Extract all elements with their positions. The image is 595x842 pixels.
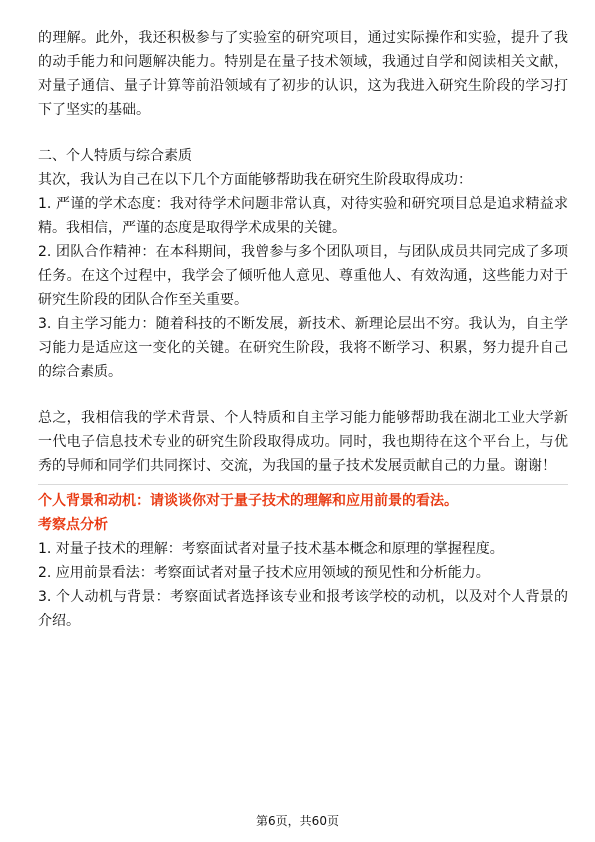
analysis-item: 1. 对量子技术的理解：考察面试者对量子技术基本概念和原理的掌握程度。 [38,541,504,557]
analysis-item: 2. 应用前景看法：考察面试者对量子技术应用领域的预见性和分析能力。 [38,565,490,581]
intro-paragraph: 的理解。此外，我还积极参与了实验室的研究项目，通过实际操作和实验，提升了我的动手能力和问题解决能力。特别是在量子技术领域，我通过自学和阅读相关文献，对量子通信、量子计算等前沿领域有了初步的认识，这为我进入研究生阶段的学习打下了坚实的基础。 [38,30,568,118]
analysis-item: 3. 个人动机与背景：考察面试者选择该专业和报考该学校的动机，以及对个人背景的介绍。 [38,589,568,629]
list-item: 1. 严谨的学术态度：我对待学术问题非常认真，对待实验和研究项目总是追求精益求精。我相信，严谨的态度是取得学术成果的关键。 [38,196,568,236]
spacer [38,384,568,406]
conclusion-paragraph: 总之，我相信我的学术背景、个人特质和自主学习能力能够帮助我在湖北工业大学新一代电子信息技术专业的研究生阶段取得成功。同时，我也期待在这个平台上，与优秀的导师和同学们共同探讨、交流，为我国的量子技术发展贡献自己的力量。谢谢！ [38,410,568,474]
section-heading: 二、个人特质与综合素质 [38,148,192,164]
question-heading: 个人背景和动机：请谈谈你对于量子技术的理解和应用前景的看法。 [38,493,458,509]
spacer [38,122,568,144]
document-page [38,26,568,633]
divider [38,484,568,485]
section-lead: 其次，我认为自己在以下几个方面能够帮助我在研究生阶段取得成功： [38,172,472,188]
analysis-title: 考察点分析 [38,517,108,533]
list-item: 2. 团队合作精神：在本科期间，我曾参与多个团队项目，与团队成员共同完成了多项任务。在这个过程中，我学会了倾听他人意见、尊重他人、有效沟通，这些能力对于研究生阶段的团队合作至关重要。 [38,244,568,308]
page-number: 第6页，共60页 [256,814,339,828]
list-item: 3. 自主学习能力：随着科技的不断发展，新技术、新理论层出不穷。我认为，自主学习能力是适应这一变化的关键。在研究生阶段，我将不断学习、积累，努力提升自己的综合素质。 [38,316,568,380]
